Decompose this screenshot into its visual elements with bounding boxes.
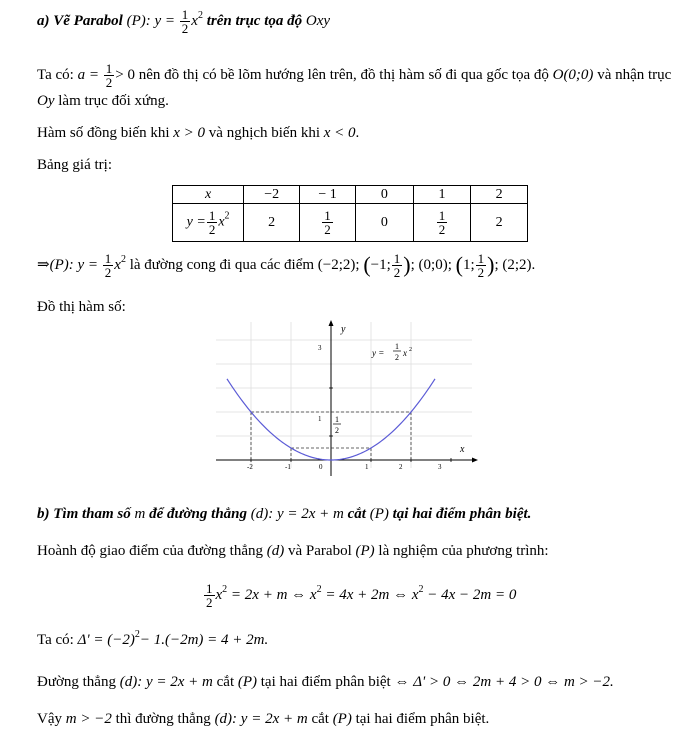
table-cell: 0 xyxy=(356,186,414,204)
parabola-graph xyxy=(210,318,482,476)
half-label xyxy=(333,415,341,435)
table-cell: x xyxy=(173,186,244,204)
part-b-heading: b) Tìm tham số m để đường thẳng (d): y = 2x + m cắt (P) tại hai điểm phân biệt. xyxy=(37,506,532,522)
y-axis-arrow xyxy=(329,320,334,326)
half-num: 1 xyxy=(335,415,339,424)
eq-label-num: 1 xyxy=(395,342,399,351)
x-tick-label-m1: -1 xyxy=(285,463,291,471)
half-den: 2 xyxy=(335,426,339,435)
para-symmetry: Oy làm trục đối xứng. xyxy=(37,93,169,109)
equation-line: $\frac{1}{2}$ $x^2 = 2x + m$ ⇔ $x^2 = 4x + 2m$ ⇔ $x^2 - 4x - 2m = 0$ xyxy=(206,581,517,610)
x-tick-label-2: 2 xyxy=(399,463,403,471)
x-tick-label-m2: -2 xyxy=(247,463,253,471)
table-cell: 1 xyxy=(413,186,471,204)
table-cell: $\frac{1}{2}$ xyxy=(413,204,471,242)
eq-label-pow: 2 xyxy=(409,347,412,353)
table-cell: 2 xyxy=(471,204,528,242)
table-cell: 2 xyxy=(471,186,528,204)
value-table xyxy=(172,185,528,242)
conclusion-line: ⇒(P): y = $\frac{1}{2}$ $x^2$ là đường cong đi qua các điểm (−2;2); (−1; $\frac{1}{2}$ ); (0;0); (1; $\frac{1}{2}$ ); (2;2). xyxy=(37,251,536,280)
para-intersection: Hoành độ giao điểm của đường thẳng (d) và Parabol (P) là nghiệm của phương trình: xyxy=(37,543,549,559)
table-cell: 2 xyxy=(244,204,300,242)
table-cell: y = $\frac{1}{2}$ $x^2$ xyxy=(173,204,244,242)
para-concavity: Ta có: a = $\frac{1}{2}$ > 0 nên đồ thị có bề lõm hướng lên trên, đồ thị hàm số đi qua gốc tọa độ O(0;0) và nhận trục xyxy=(37,61,672,90)
graph-title: Đồ thị hàm số: xyxy=(37,299,126,315)
table-cell: − 1 xyxy=(300,186,356,204)
x-tick-label-3: 3 xyxy=(438,463,442,471)
table-title: Bảng giá trị: xyxy=(37,157,112,173)
x-axis-label: x xyxy=(460,444,465,455)
table-row-x xyxy=(173,186,528,204)
table-row-y xyxy=(173,204,528,242)
y-axis-label: y xyxy=(341,324,346,335)
x-tick-label-1: 1 xyxy=(365,463,369,471)
x-tick-label-0: 0 xyxy=(319,463,323,471)
table-cell: 0 xyxy=(356,204,414,242)
part-a-heading: a) Vẽ Parabol (P): y = $\frac{1}{2}$ $x^2$ trên trục tọa độ Oxy xyxy=(37,7,331,36)
equation-label xyxy=(371,342,412,362)
table-cell: $\frac{1}{2}$ xyxy=(300,204,356,242)
condition-line: Đường thẳng (d): y = 2x + m cắt (P) tại hai điểm phân biệt ⇔ Δ' > 0 ⇔ 2m + 4 > 0 ⇔ m > −2. xyxy=(37,674,614,690)
y-tick-label-1: 1 xyxy=(318,415,322,423)
table-cell: −2 xyxy=(244,186,300,204)
para-monotonic: Hàm số đồng biến khi x > 0 và nghịch biến khi x < 0. xyxy=(37,125,360,141)
grid xyxy=(216,322,472,468)
eq-label-prefix: y = xyxy=(372,348,385,358)
eq-label-den: 2 xyxy=(395,353,399,362)
eq-label-var: x xyxy=(403,348,407,358)
y-tick-label-3: 3 xyxy=(318,344,322,352)
final-line: Vậy m > −2 thì đường thẳng (d): y = 2x + m cắt (P) tại hai điểm phân biệt. xyxy=(37,711,490,727)
x-axis-arrow xyxy=(472,458,478,463)
delta-line: Ta có: $\Delta' = (-2)^2- 1.(-2m) = 4 + 2m$. xyxy=(37,629,269,648)
